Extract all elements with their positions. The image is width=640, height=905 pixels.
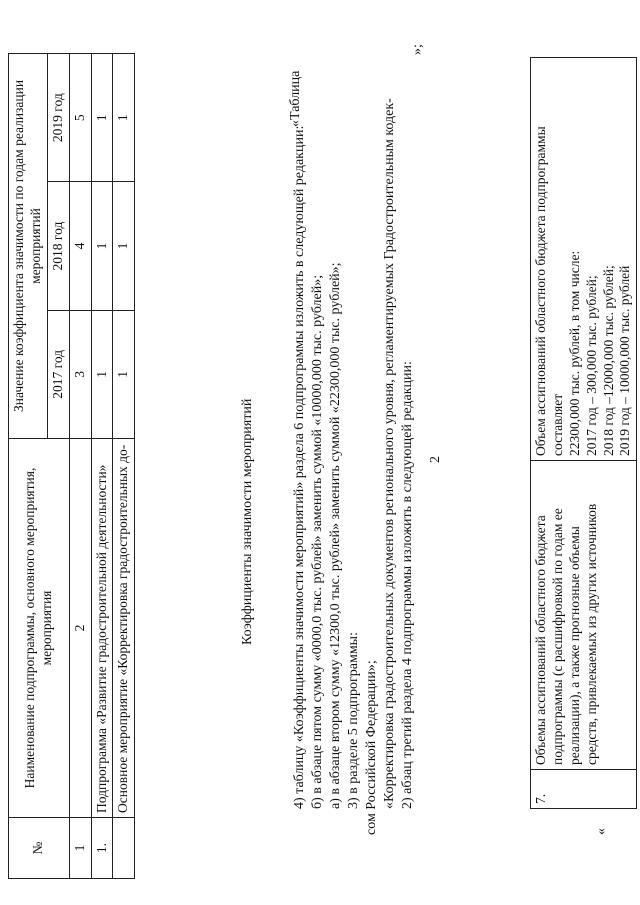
paragraph: б) в абзаце пятом сумму «0000,0 тыс. рублей» заменить суммой «10000,000 тыс. рублей»; [310, 274, 325, 809]
value-line: 2018 год –12000,000 тыс. рублей; [600, 265, 616, 456]
header-year: 2018 год [47, 182, 69, 310]
value-line: 22300,000 тыс. рублей, в том числе: [566, 250, 582, 456]
table-cell: 1 [113, 310, 135, 438]
value-line: Объем ассигнований областного бюджета подпрограммы составляет [533, 126, 565, 456]
value-line: 2019 год – 10000,000 тыс. рублей [617, 265, 633, 456]
header-year: 2017 год [47, 310, 69, 438]
table-cell: 3 [69, 310, 91, 438]
table-cell: 1 [91, 54, 113, 182]
table-cell: 2 [69, 439, 91, 818]
label-line: реализации), а также прогнозные объемы [566, 526, 582, 765]
open-quote: « [594, 828, 609, 835]
header-group: Значение коэффициента значимости по годам реализации мероприятий [9, 54, 48, 439]
table-row [69, 54, 91, 879]
significance-table [8, 53, 135, 879]
subprogram-funding-table [530, 57, 637, 809]
table-title: Коэффициенты значимости мероприятий [240, 398, 255, 645]
table-cell: 1 [91, 182, 113, 310]
table-cell: 1 [113, 54, 135, 182]
value-line: 2017 год – 300,000 тыс. рублей; [583, 275, 599, 456]
table-label: «Таблица [288, 70, 303, 127]
table-cell: Основное мероприятие «Корректировка градостроительных до- [113, 439, 135, 818]
paragraph: сом Российской Федерации»; [364, 660, 379, 835]
table-cell: 4 [69, 182, 91, 310]
paragraph: 3) в разделе 5 подпрограммы: [346, 632, 361, 809]
table-cell: 1. [91, 818, 113, 879]
header-year: 2019 год [47, 54, 69, 182]
table-row [91, 54, 113, 879]
label-line: Объемы ассигнований областного бюджета [533, 515, 548, 765]
paragraph: 4) таблицу «Коэффициенты значимости мероприятий» раздела 6 подпрограммы изложить в следующей редакции: [292, 125, 307, 809]
page-number: 2 [428, 456, 443, 463]
paragraph: «Корректировка градостроительных документов регионального уровня, регламентируемых Градостроительным кодек- [382, 98, 397, 809]
table-cell: 1 [69, 818, 91, 879]
table-cell: 5 [69, 54, 91, 182]
paragraph: а) в абзаце втором сумму «12300,0 тыс. рублей» заменить суммой «22300,000 тыс. рублей»; [328, 262, 343, 809]
close-quote: »; [410, 44, 425, 55]
table-header-row [9, 54, 48, 879]
label-line: подпрограммы (с расшифровкой по годам ее [549, 508, 565, 765]
header-number: № [9, 818, 70, 879]
table-row [531, 58, 637, 809]
funding-label [531, 461, 637, 770]
label-line: средств, привлекаемых из других источников [583, 503, 599, 765]
funding-value [531, 58, 637, 461]
header-name: Наименование подпрограммы, основного мероприятия, мероприятия [9, 439, 70, 818]
table-cell: 1 [113, 182, 135, 310]
table-row [113, 54, 135, 879]
paragraph: 2) абзац третий раздела 4 подпрограммы изложить в следующей редакции: [400, 361, 415, 809]
table-cell: Подпрограмма «Развитие градостроительной деятельности» [91, 439, 113, 818]
row-number: 7. [531, 770, 637, 809]
table-cell [113, 818, 135, 879]
table-cell: 1 [91, 310, 113, 438]
